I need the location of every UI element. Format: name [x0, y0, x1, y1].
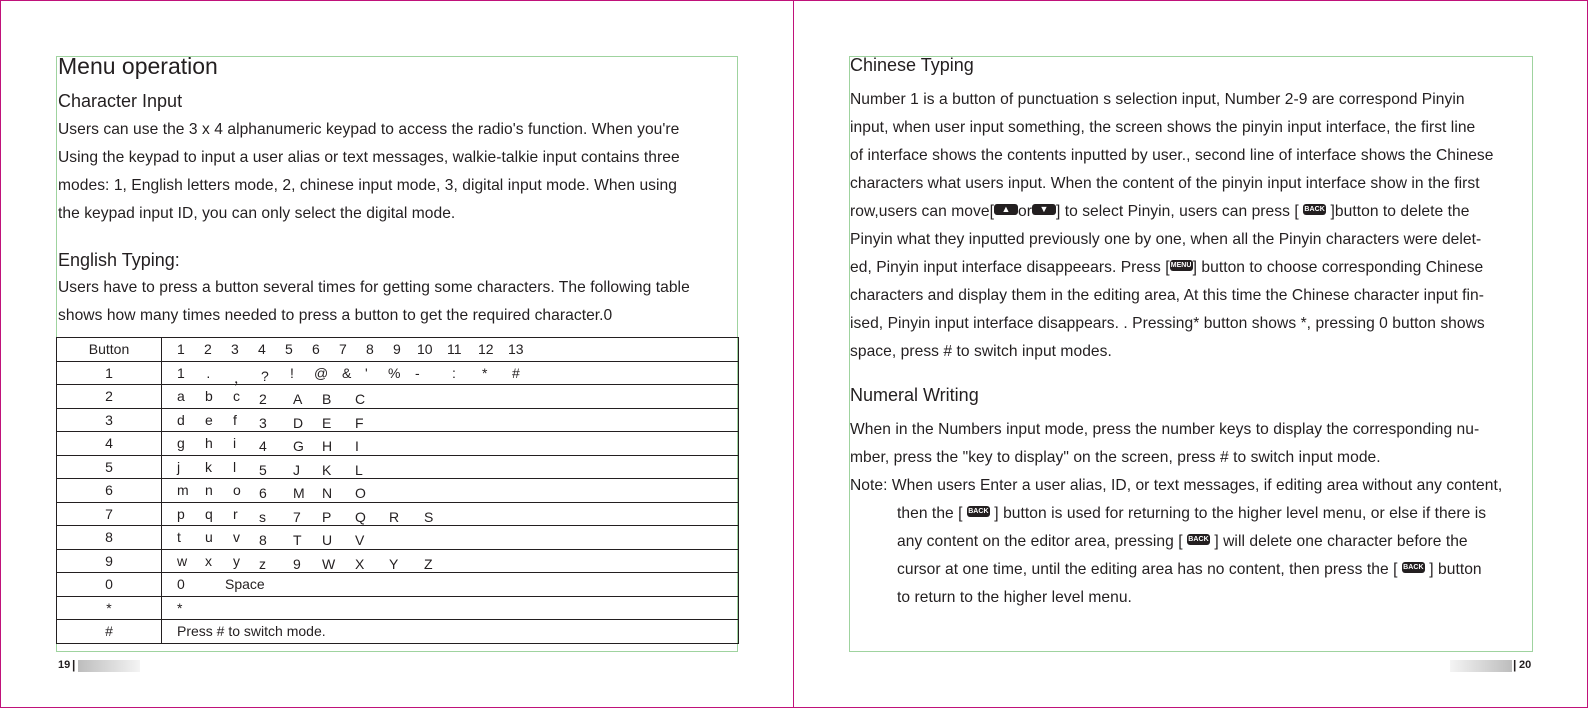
table-row: [57, 526, 739, 550]
character-label: E: [322, 414, 332, 431]
press-count-header: [162, 338, 738, 361]
note-line: cursor at one time, until the editing area has no content, then press the [ BACK ] button: [897, 561, 1482, 578]
back-key-icon: BACK: [1188, 536, 1209, 544]
paragraph-line: Number 1 is a button of punctuation s selection input, Number 2-9 are correspond Pinyin: [850, 91, 1465, 108]
text-segment: ed, Pinyin input interface disappeears. Press: [850, 259, 1161, 276]
chinese-typing-heading: Chinese Typing: [850, 55, 974, 75]
paragraph-line: When in the Numbers input mode, press the number keys to display the corresponding nu-: [850, 421, 1480, 438]
character-label: 9: [293, 555, 301, 572]
character-label: C: [355, 391, 366, 407]
table-row: [57, 573, 739, 597]
character-label: K: [322, 461, 332, 478]
character-label: t: [177, 529, 181, 545]
paragraph-line: shows how many times needed to press a button to get the required character.0: [58, 307, 613, 324]
character-label: u: [205, 529, 213, 545]
text-segment: button to choose corresponding Chinese: [1201, 259, 1484, 276]
press-count-label: 9: [393, 341, 401, 357]
character-label: f: [233, 411, 237, 428]
character-label: *: [177, 599, 183, 616]
character-label: -: [415, 364, 420, 381]
character-label: P: [322, 508, 332, 525]
character-label: v: [233, 529, 240, 545]
paragraph-line: Users have to press a button several times for getting some characters. The following table: [58, 279, 690, 296]
character-cell: [162, 385, 738, 408]
character-label: 7: [293, 508, 301, 525]
button-cell: 9: [57, 549, 162, 573]
up-key-icon: ▲: [994, 204, 1018, 215]
text-segment: any content on the editor area, pressing: [897, 533, 1174, 550]
character-label: i: [233, 435, 237, 451]
paragraph-line: ed, Pinyin input interface disappeears. Press [MENU] button to choose corresponding Chinese: [850, 259, 1484, 276]
character-label: S: [424, 508, 434, 525]
character-cell: [162, 573, 738, 596]
back-key-icon: BACK: [968, 508, 989, 516]
character-label: U: [322, 532, 333, 548]
english-typing-heading: English Typing:: [58, 250, 180, 270]
menu-key-icon: MENU: [1170, 262, 1192, 270]
button-cell: 8: [57, 526, 162, 550]
character-label: M: [293, 485, 305, 501]
character-label: X: [355, 555, 365, 572]
note-line: Note: When users Enter a user alias, ID, or text messages, if editing area without any content,: [850, 477, 1503, 494]
character-label: m: [177, 482, 189, 498]
text-segment: will delete one character before the: [1223, 533, 1468, 550]
character-label: ?: [261, 367, 269, 384]
button-cell: *: [57, 596, 162, 620]
character-label: *: [482, 364, 488, 381]
character-label: 8: [259, 532, 267, 548]
press-count-label: 6: [312, 341, 320, 357]
character-label: 5: [259, 461, 267, 478]
page-number: 19: [58, 659, 71, 671]
text-segment: or: [1017, 203, 1032, 220]
table-row: [57, 620, 739, 644]
character-label: G: [293, 438, 304, 454]
press-count-label: 2: [204, 341, 212, 357]
character-cell: [162, 362, 738, 385]
table-header-button: Button: [57, 338, 162, 362]
table-row: [57, 385, 739, 409]
back-key-icon: BACK: [1403, 564, 1424, 572]
character-label: c: [233, 388, 240, 404]
character-label: I: [355, 438, 359, 454]
character-label: !: [290, 364, 294, 381]
table-row: [57, 502, 739, 526]
character-label: p: [177, 505, 185, 522]
character-label: :: [452, 364, 456, 381]
table-row: [57, 596, 739, 620]
character-label: W: [322, 555, 336, 572]
character-label: x: [205, 552, 212, 569]
page-number-separator: |: [1513, 658, 1517, 672]
character-label: y: [233, 552, 240, 569]
character-label: B: [322, 391, 332, 407]
button-cell: 2: [57, 385, 162, 409]
character-input-heading: Character Input: [58, 91, 183, 111]
back-key-icon: BACK: [1304, 206, 1325, 214]
paragraph-line: of interface shows the contents inputted by user., second line of interface shows the Chinese: [850, 147, 1494, 164]
character-label: 2: [259, 391, 267, 407]
button-cell: 0: [57, 573, 162, 597]
paragraph-line: Users can use the 3 x 4 alphanumeric keypad to access the radio's function. When you're: [58, 121, 680, 138]
button-cell: 6: [57, 479, 162, 503]
text-segment: cursor at one time, until the editing area has no content, then press the: [897, 561, 1389, 578]
character-label: #: [512, 364, 520, 381]
character-label: F: [355, 414, 364, 431]
text-segment: then the: [897, 505, 954, 522]
paragraph-line: characters and display them in the editing area, At this time the Chinese character input fin-: [850, 287, 1484, 304]
press-count-label: 11: [447, 341, 462, 357]
note-line: then the [ BACK ] button is used for returning to the higher level menu, or else if there is: [897, 505, 1487, 522]
footer-decoration-bar: [78, 660, 140, 672]
character-label: g: [177, 435, 185, 451]
character-label: L: [355, 461, 363, 478]
character-label: ，: [234, 369, 248, 386]
character-label: T: [293, 532, 302, 548]
character-label: d: [177, 411, 185, 428]
character-cell: [162, 526, 738, 549]
character-label: b: [205, 388, 213, 404]
paragraph-line: mber, press the "key to display" on the screen, press # to switch input mode.: [850, 449, 1381, 466]
character-label: R: [389, 508, 400, 525]
character-label: o: [233, 482, 241, 498]
character-cell: [162, 597, 738, 620]
text-segment: button is used for returning to the higher level menu, or else if there is: [1003, 505, 1487, 522]
press-count-label: 4: [258, 341, 266, 357]
character-cell: [162, 503, 738, 526]
table-header-row: [57, 338, 739, 362]
character-label: j: [177, 458, 181, 475]
character-cell: [162, 432, 738, 455]
table-row: [57, 432, 739, 456]
paragraph-line: row,users can move[ ▲ or ▼ ] to select Pinyin, users can press [ BACK ]button to delete the: [850, 203, 1470, 220]
text-segment: row,users can move: [850, 203, 990, 220]
page-title: Menu operation: [58, 53, 218, 79]
paragraph-line: Pinyin what they inputted previously one by one, when all the Pinyin characters were delet-: [850, 231, 1482, 248]
paragraph-line: input, when user input something, the screen shows the pinyin input interface, the first line: [850, 119, 1476, 136]
character-label: D: [293, 414, 304, 431]
character-cell: [162, 456, 738, 479]
button-cell: 4: [57, 432, 162, 456]
character-label: e: [205, 411, 213, 428]
character-label: z: [259, 555, 266, 572]
page-number: 20: [1519, 659, 1532, 671]
button-cell: #: [57, 620, 162, 644]
paragraph-line: characters what users input. When the content of the pinyin input interface show in the first: [850, 175, 1480, 192]
press-count-label: 1: [177, 341, 185, 357]
character-label: 1: [177, 364, 185, 381]
down-key-icon: ▼: [1032, 204, 1056, 215]
text-segment: button: [1438, 561, 1482, 578]
character-label: 0: [177, 576, 185, 592]
table-row: [57, 455, 739, 479]
character-label: Press # to switch mode.: [177, 623, 326, 639]
paragraph-line: ised, Pinyin input interface disappears. . Pressing* button shows *, pressing 0 button shows: [850, 315, 1485, 332]
button-cell: 5: [57, 455, 162, 479]
press-count-label: 13: [508, 341, 524, 357]
character-label: n: [205, 482, 213, 498]
press-count-label: 5: [285, 341, 293, 357]
character-label: k: [205, 458, 212, 475]
press-count-label: 3: [231, 341, 239, 357]
character-label: q: [205, 505, 213, 522]
character-label: 4: [259, 438, 267, 454]
press-count-label: 8: [366, 341, 374, 357]
character-label: @: [314, 364, 329, 381]
character-label: O: [355, 485, 366, 501]
press-count-label: 12: [478, 341, 494, 357]
character-label: A: [293, 391, 303, 407]
button-cell: 3: [57, 408, 162, 432]
character-cell: [162, 620, 738, 643]
character-label: Space: [225, 576, 265, 592]
character-label: h: [205, 435, 213, 451]
character-label: V: [355, 532, 365, 548]
character-label: J: [293, 461, 300, 478]
character-label: w: [177, 552, 188, 569]
table-row: [57, 479, 739, 503]
paragraph-line: space, press # to switch input modes.: [850, 343, 1112, 360]
character-label: 3: [259, 414, 267, 431]
press-count-label: 7: [339, 341, 347, 357]
character-label: ': [365, 364, 368, 381]
text-segment: to select Pinyin, users can press: [1064, 203, 1290, 220]
footer-decoration-bar: [1450, 660, 1512, 672]
note-line: to return to the higher level menu.: [897, 589, 1132, 606]
character-cell: [162, 479, 738, 502]
page-number-separator: |: [72, 658, 76, 672]
character-label: H: [322, 438, 333, 454]
key-press-table: [56, 337, 739, 644]
numeral-writing-heading: Numeral Writing: [850, 385, 979, 405]
character-label: 6: [259, 485, 267, 501]
table-row: [57, 408, 739, 432]
character-label: l: [233, 458, 237, 475]
table-row: [57, 549, 739, 573]
table-row: [57, 361, 739, 385]
note-line: any content on the editor area, pressing [ BACK ] will delete one character before the: [897, 533, 1468, 550]
button-cell: 1: [57, 361, 162, 385]
paragraph-line: the keypad input ID, you can only select the digital mode.: [58, 205, 456, 222]
character-label: Z: [424, 555, 433, 572]
text-segment: button to delete the: [1334, 203, 1470, 220]
character-label: N: [322, 485, 333, 501]
character-label: %: [388, 364, 401, 381]
character-cell: [162, 550, 738, 573]
button-cell: 7: [57, 502, 162, 526]
paragraph-line: Using the keypad to input a user alias or text messages, walkie-talkie input contains three: [58, 149, 680, 166]
press-count-label: 10: [417, 341, 433, 357]
character-label: Y: [389, 555, 399, 572]
character-label: ·: [206, 367, 211, 384]
character-label: s: [259, 508, 266, 525]
character-label: Q: [355, 508, 366, 525]
paragraph-line: modes: 1, English letters mode, 2, chinese input mode, 3, digital input mode. When using: [58, 177, 677, 194]
character-cell: [162, 409, 738, 432]
character-label: r: [233, 505, 238, 522]
character-label: &: [342, 364, 352, 381]
character-label: a: [177, 388, 185, 404]
